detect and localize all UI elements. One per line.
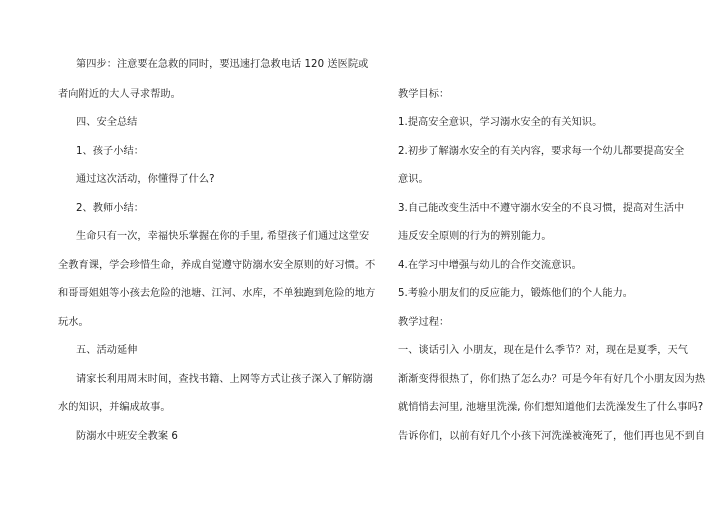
child-summary-question: 通过这次活动，你懂得了什么? — [76, 174, 215, 185]
goal-3-line-1: 3.自己能改变生活中不遵守溺水安全的不良习惯，提高对生活中 — [398, 203, 685, 214]
teacher-summary-line-2: 全教育课，学会珍惜生命，养成自觉遵守防溺水安全原则的好习惯。不 — [58, 260, 376, 271]
process-line-3: 就悄悄去河里, 池塘里洗澡, 你们想知道他们去洗澡发生了什么事吗? — [398, 402, 704, 413]
teacher-summary-line-3: 和哥哥姐姐等小孩去危险的池塘、江河、水库，不单独跑到危险的地方 — [58, 288, 376, 299]
goal-2-line-1: 2.初步了解溺水安全的有关内容，要求每一个幼儿都要提高安全 — [398, 146, 685, 157]
teaching-process-heading: 教学过程： — [398, 317, 450, 328]
teaching-goals-heading: 教学目标： — [398, 89, 450, 100]
teacher-summary-line-4: 玩水。 — [58, 317, 89, 328]
extension-line-1: 请家长利用周末时间，查找书籍、上网等方式让孩子深入了解防溺 — [76, 374, 373, 385]
goal-2-line-2: 意识。 — [398, 174, 429, 185]
child-summary-heading: 1、孩子小结： — [76, 146, 144, 157]
teacher-summary-heading: 2、教师小结： — [76, 203, 144, 214]
step-four-line-1: 第四步：注意要在急救的同时，要迅速打急救电话 120 送医院或 — [76, 59, 369, 70]
goal-1: 1.提高安全意识，学习溺水安全的有关知识。 — [398, 117, 603, 128]
section-activity-extension: 五、活动延伸 — [76, 345, 138, 356]
teacher-summary-line-1: 生命只有一次，幸福快乐掌握在你的手里, 希望孩子们通过这堂安 — [76, 231, 370, 242]
process-line-1: 一、谈话引入 小朋友，现在是什么季节？对，现在是夏季，天气 — [398, 345, 688, 356]
lesson-plan-title: 防溺水中班安全教案 6 — [76, 431, 178, 442]
section-safety-summary: 四、安全总结 — [76, 117, 138, 128]
process-line-4: 告诉你们，以前有好几个小孩下河洗澡被淹死了，他们再也见不到自 — [398, 431, 706, 442]
goal-3-line-2: 违反安全原则的行为的辨别能力。 — [398, 231, 552, 242]
process-line-2: 渐渐变得很热了，你们热了怎么办？可是今年有好几个小朋友因为热 — [398, 374, 706, 385]
step-four-line-2: 者向附近的大人寻求帮助。 — [58, 89, 181, 100]
goal-4: 4.在学习中增强与幼儿的合作交流意识。 — [398, 260, 582, 271]
goal-5: 5.考验小朋友们的反应能力，锻炼他们的个人能力。 — [398, 288, 634, 299]
extension-line-2: 水的知识，并编成故事。 — [58, 402, 171, 413]
